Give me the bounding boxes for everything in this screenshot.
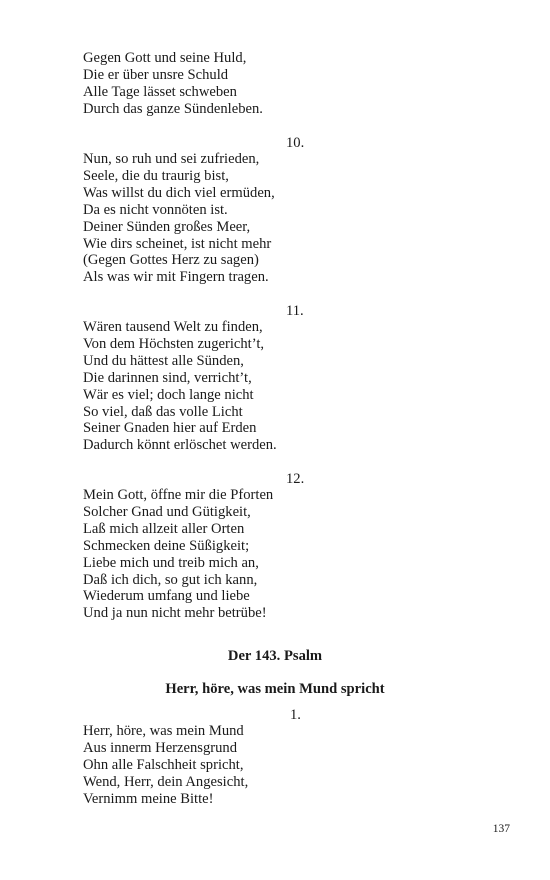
psalm-title: Herr, höre, was mein Mund spricht (165, 681, 385, 697)
verse-line: Laß mich allzeit aller Orten (83, 520, 245, 537)
verse-line: Seele, die du traurig bist, (83, 167, 229, 184)
verse-line: (Gegen Gottes Herz zu sagen) (83, 252, 259, 269)
verse-line: Wiederum umfang und liebe (83, 588, 250, 605)
verse-line: Daß ich dich, so gut ich kann, (83, 571, 258, 588)
verse-line: Herr, höre, was mein Mund (83, 723, 244, 739)
verse-line: Alle Tage lässet schweben (83, 83, 237, 100)
verse-line: Durch das ganze Sündenleben. (83, 100, 263, 117)
verse-line: Ohn alle Falschheit spricht, (83, 756, 244, 773)
page-number: 137 (492, 823, 510, 835)
verse-line: Aus innerm Herzensgrund (83, 739, 238, 756)
verse-line: Wär es viel; doch lange nicht (83, 386, 254, 403)
verse-line: Schmecken deine Süßigkeit; (83, 537, 250, 554)
psalm-stanza-1 (83, 723, 503, 808)
verse-line: Was willst du dich viel ermüden, (83, 184, 275, 201)
stanza-number: 12. (286, 471, 305, 487)
verse-line: Deiner Sünden großes Meer, (83, 218, 251, 235)
verse-line: Vernimm meine Bitte! (83, 790, 214, 807)
psalm-heading: Der 143. Psalm (227, 648, 323, 664)
verse-line: So viel, daß das volle Licht (83, 403, 243, 420)
stanza-9-end (83, 50, 503, 118)
verse-line: Nun, so ruh und sei zufrieden, (83, 151, 260, 167)
verse-line: Solcher Gnad und Gütigkeit, (83, 503, 251, 520)
verse-line: Und du hättest alle Sünden, (83, 352, 244, 369)
stanza-number: 1. (290, 707, 301, 723)
verse-line: Von dem Höchsten zugericht’t, (83, 335, 265, 352)
verse-line: Seiner Gnaden hier auf Erden (83, 420, 257, 437)
stanza-10 (83, 151, 503, 286)
verse-line: Als was wir mit Fingern tragen. (83, 269, 269, 286)
verse-line: Wend, Herr, dein Angesicht, (83, 773, 249, 790)
verse-line: Mein Gott, öffne mir die Pforten (83, 487, 274, 503)
stanza-number: 11. (286, 303, 304, 319)
verse-line: Die darinnen sind, verricht’t, (83, 369, 252, 386)
verse-line: Wären tausend Welt zu finden, (83, 319, 263, 335)
stanza-number: 10. (286, 135, 305, 151)
verse-line: Die er über unsre Schuld (83, 66, 229, 83)
verse-line: Liebe mich und treib mich an, (83, 554, 259, 571)
verse-line: Gegen Gott und seine Huld, (83, 50, 247, 66)
stanza-11 (83, 319, 503, 454)
verse-line: Da es nicht vonnöten ist. (83, 201, 228, 218)
verse-line: Dadurch könnt erlöschet werden. (83, 437, 277, 454)
verse-line: Wie dirs scheinet, ist nicht mehr (83, 235, 272, 252)
stanza-12 (83, 487, 503, 622)
verse-line: Und ja nun nicht mehr betrübe! (83, 605, 267, 622)
